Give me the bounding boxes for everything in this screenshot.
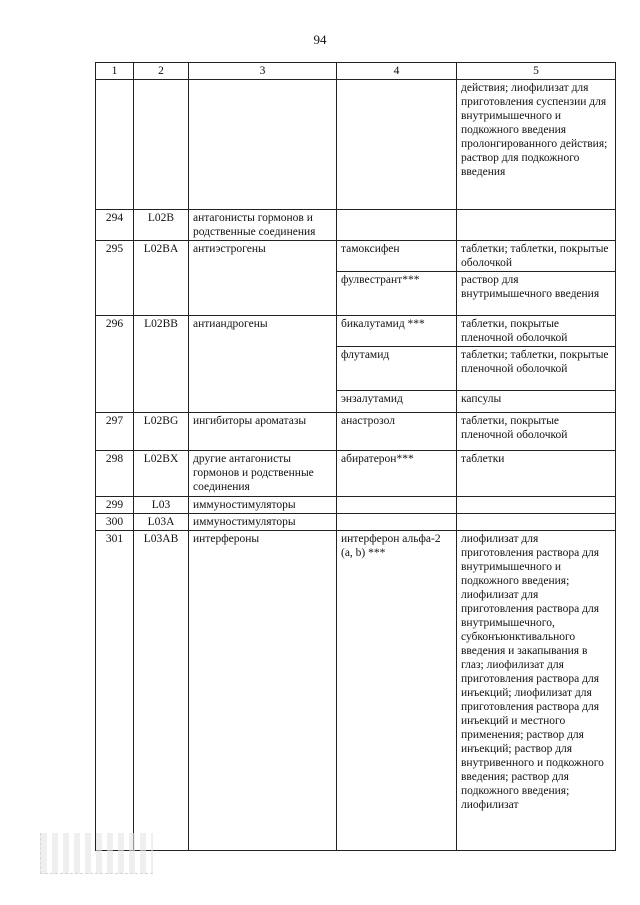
- table-row: [96, 451, 616, 497]
- drug-name: [337, 80, 457, 210]
- anatomical-therapeutic-group: антагонисты гормонов и родственные соединения: [189, 210, 337, 241]
- row-number: 296: [96, 316, 134, 413]
- row-number: 300: [96, 514, 134, 531]
- dosage-form: раствор для внутримышечного введения: [457, 272, 616, 316]
- atc-code: L02BB: [134, 316, 189, 413]
- medication-table-body: [96, 63, 616, 851]
- atc-code: L02BX: [134, 451, 189, 497]
- table-row: [96, 316, 616, 347]
- dosage-form: таблетки; таблетки, покрытые пленочной оболочкой: [457, 347, 616, 391]
- column-header: 1: [96, 63, 134, 80]
- dosage-form: капсулы: [457, 391, 616, 413]
- drug-name: тамоксифен: [337, 241, 457, 272]
- dosage-form: действия; лиофилизат для приготовления суспензии для внутримышечного и подкожного введения пролонгированного действия; раствор для подкожного введения: [457, 80, 616, 210]
- column-header: 5: [457, 63, 616, 80]
- dosage-form: лиофилизат для приготовления раствора для внутримышечного и подкожного введения; лиофилизат для приготовления раствора для внутримышечного, субконъюнктивального введения и закапывания в глаз; лиофилизат для приготовления раствора для инъекций; лиофилизат для приготовления раствора для инъекций и местного применения; раствор для инъекций; раствор для внутривенного и подкожного введения; раствор для подкожного введения; лиофилизат: [457, 531, 616, 851]
- table-row: [96, 531, 616, 851]
- atc-code: [134, 80, 189, 210]
- row-number: 295: [96, 241, 134, 316]
- drug-name: бикалутамид ***: [337, 316, 457, 347]
- dosage-form: [457, 210, 616, 241]
- table-row: [96, 497, 616, 514]
- drug-name: фулвестрант***: [337, 272, 457, 316]
- scan-stamp-mark: [40, 833, 153, 874]
- atc-code: L03AB: [134, 531, 189, 851]
- anatomical-therapeutic-group: другие антагонисты гормонов и родственные соединения: [189, 451, 337, 497]
- drug-name: [337, 514, 457, 531]
- row-number: 294: [96, 210, 134, 241]
- table-row: [96, 210, 616, 241]
- row-number: 299: [96, 497, 134, 514]
- column-header: 2: [134, 63, 189, 80]
- column-header: 4: [337, 63, 457, 80]
- anatomical-therapeutic-group: иммуностимуляторы: [189, 497, 337, 514]
- drug-name: интерферон альфа-2 (a, b) ***: [337, 531, 457, 851]
- anatomical-therapeutic-group: иммуностимуляторы: [189, 514, 337, 531]
- atc-code: L02B: [134, 210, 189, 241]
- table-row: [96, 413, 616, 451]
- row-number: [96, 80, 134, 210]
- anatomical-therapeutic-group: интерфероны: [189, 531, 337, 851]
- dosage-form: [457, 497, 616, 514]
- anatomical-therapeutic-group: антиэстрогены: [189, 241, 337, 316]
- drug-name: [337, 210, 457, 241]
- dosage-form: таблетки; таблетки, покрытые оболочкой: [457, 241, 616, 272]
- table-row: [96, 80, 616, 210]
- atc-code: L03: [134, 497, 189, 514]
- drug-name: флутамид: [337, 347, 457, 391]
- drug-name: энзалутамид: [337, 391, 457, 413]
- medication-table: [95, 62, 616, 851]
- atc-code: L03A: [134, 514, 189, 531]
- table-row: [96, 514, 616, 531]
- row-number: 297: [96, 413, 134, 451]
- page-number: 94: [313, 32, 327, 47]
- anatomical-therapeutic-group: [189, 80, 337, 210]
- drug-name: [337, 497, 457, 514]
- row-number: 298: [96, 451, 134, 497]
- column-header: 3: [189, 63, 337, 80]
- atc-code: L02BG: [134, 413, 189, 451]
- dosage-form: таблетки: [457, 451, 616, 497]
- table-row: [96, 241, 616, 272]
- dosage-form: таблетки, покрытые пленочной оболочкой: [457, 316, 616, 347]
- dosage-form: [457, 514, 616, 531]
- row-number: 301: [96, 531, 134, 851]
- drug-name: анастрозол: [337, 413, 457, 451]
- atc-code: L02BA: [134, 241, 189, 316]
- dosage-form: таблетки, покрытые пленочной оболочкой: [457, 413, 616, 451]
- anatomical-therapeutic-group: антиандрогены: [189, 316, 337, 413]
- anatomical-therapeutic-group: ингибиторы ароматазы: [189, 413, 337, 451]
- table-header-row: [96, 63, 616, 80]
- drug-name: абиратерон***: [337, 451, 457, 497]
